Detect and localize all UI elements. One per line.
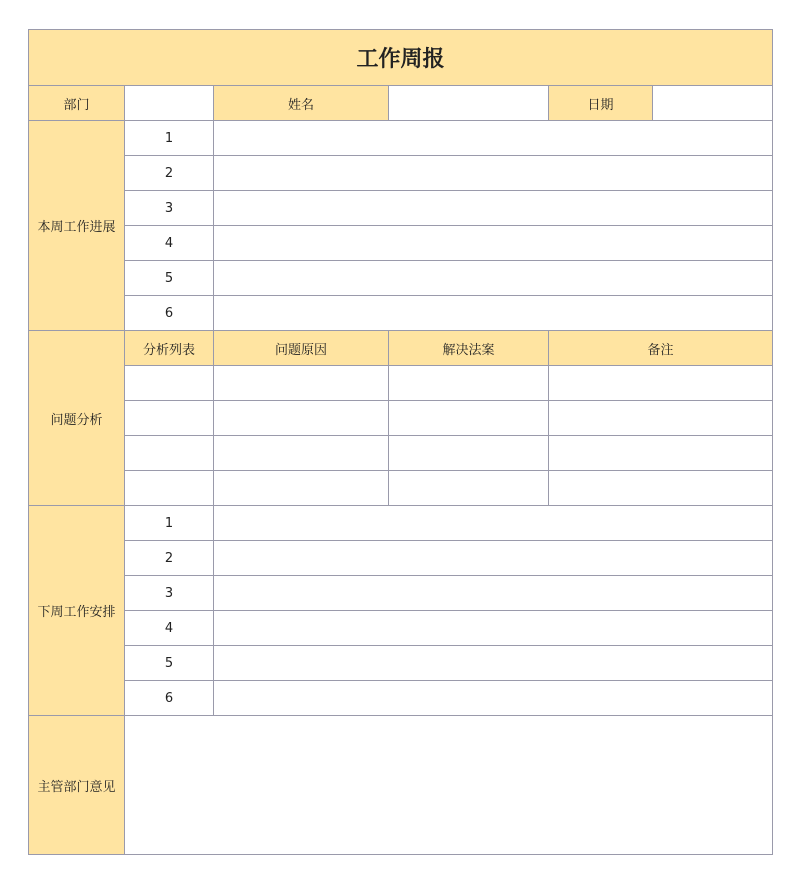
row-number: 5	[125, 261, 214, 296]
name-label: 姓名	[214, 86, 389, 121]
analysis-notes-field[interactable]	[549, 436, 773, 471]
this-week-item-field[interactable]	[214, 191, 773, 226]
this-week-label: 本周工作进展	[29, 121, 125, 331]
row-number: 3	[125, 191, 214, 226]
row-number: 2	[125, 156, 214, 191]
row-number: 5	[125, 646, 214, 681]
analysis-cause-field[interactable]	[214, 401, 389, 436]
dept-field[interactable]	[125, 86, 214, 121]
analysis-col-cause: 问题原因	[214, 331, 389, 366]
analysis-solution-field[interactable]	[389, 436, 549, 471]
row-number: 4	[125, 611, 214, 646]
analysis-list-field[interactable]	[125, 471, 214, 506]
this-week-item-field[interactable]	[214, 226, 773, 261]
analysis-list-field[interactable]	[125, 401, 214, 436]
next-week-label: 下周工作安排	[29, 506, 125, 716]
this-week-item-field[interactable]	[214, 261, 773, 296]
row-number: 4	[125, 226, 214, 261]
row-number: 3	[125, 576, 214, 611]
supervisor-label: 主管部门意见	[29, 716, 125, 855]
this-week-item-field[interactable]	[214, 296, 773, 331]
analysis-list-field[interactable]	[125, 436, 214, 471]
analysis-label: 问题分析	[29, 331, 125, 506]
analysis-solution-field[interactable]	[389, 471, 549, 506]
dept-label: 部门	[29, 86, 125, 121]
next-week-item-field[interactable]	[214, 646, 773, 681]
this-week-item-field[interactable]	[214, 156, 773, 191]
analysis-solution-field[interactable]	[389, 401, 549, 436]
this-week-item-field[interactable]	[214, 121, 773, 156]
analysis-list-field[interactable]	[125, 366, 214, 401]
analysis-notes-field[interactable]	[549, 401, 773, 436]
analysis-col-solution: 解决法案	[389, 331, 549, 366]
report-title: 工作周报	[29, 30, 773, 86]
analysis-cause-field[interactable]	[214, 366, 389, 401]
next-week-item-field[interactable]	[214, 576, 773, 611]
next-week-item-field[interactable]	[214, 681, 773, 716]
next-week-item-field[interactable]	[214, 506, 773, 541]
analysis-col-notes: 备注	[549, 331, 773, 366]
supervisor-opinion-field[interactable]	[125, 716, 773, 855]
weekly-report-table	[28, 29, 773, 855]
analysis-notes-field[interactable]	[549, 366, 773, 401]
analysis-col-list: 分析列表	[125, 331, 214, 366]
row-number: 1	[125, 121, 214, 156]
analysis-cause-field[interactable]	[214, 436, 389, 471]
analysis-cause-field[interactable]	[214, 471, 389, 506]
row-number: 6	[125, 681, 214, 716]
name-field[interactable]	[389, 86, 549, 121]
date-label: 日期	[549, 86, 653, 121]
row-number: 2	[125, 541, 214, 576]
date-field[interactable]	[653, 86, 773, 121]
row-number: 1	[125, 506, 214, 541]
analysis-notes-field[interactable]	[549, 471, 773, 506]
analysis-solution-field[interactable]	[389, 366, 549, 401]
row-number: 6	[125, 296, 214, 331]
next-week-item-field[interactable]	[214, 611, 773, 646]
next-week-item-field[interactable]	[214, 541, 773, 576]
